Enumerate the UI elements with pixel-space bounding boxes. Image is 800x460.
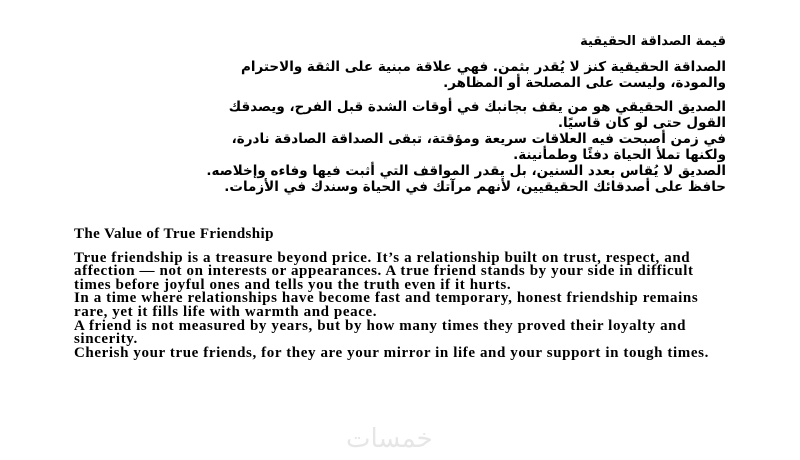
english-paragraph: In a time where relationships have become fast and temporary, honest friendship remains rare, yet it fills life with warmth and peace. — [74, 290, 699, 320]
arabic-paragraph: الصداقة الحقيقية كنز لا يُقدر بثمن. فهي علاقة مبنية على الثقة والاحترام والمودة، وليست على المصلحة أو المظاهر. — [240, 59, 726, 91]
arabic-paragraph: الصديق لا يُقاس بعدد السنين، بل يقدر المواقف التي أثبت فيها وفاءه وإخلاصه. — [206, 163, 726, 179]
arabic-section — [190, 34, 726, 195]
arabic-paragraph: الصديق الحقيقي هو من يقف بجانبك في أوقات الشدة قبل الفرح، ويصدقك القول حتى لو كان قاسيًا. — [228, 99, 726, 131]
arabic-title: قيمة الصداقة الحقيقية — [580, 34, 726, 49]
english-paragraph: True friendship is a treasure beyond price. It’s a relationship built on trust, respect, and affection — not on interests or appearances. A true friend stands by your side in difficult times before joyful ones and tells you the truth even if it hurts. — [74, 249, 694, 293]
watermark-logo: خمسات — [346, 424, 433, 454]
english-section — [74, 228, 730, 360]
english-paragraph: Cherish your true friends, for they are your mirror in life and your support in tough times. — [74, 344, 709, 361]
english-heading: The Value of True Friendship — [74, 226, 274, 242]
arabic-paragraph: حافظ على أصدقائك الحقيقيين، لأنهم مرآتك في الحياة وسندك في الأزمات. — [224, 179, 726, 195]
english-paragraph: A friend is not measured by years, but by how many times they proved their loyalty and sincerity. — [74, 317, 687, 348]
arabic-paragraph: في زمن أصبحت فيه العلاقات سريعة ومؤقتة، تبقى الصداقة الصادقة نادرة، ولكنها تملأ الحياة دفئًا وطمأنينة. — [231, 131, 726, 163]
